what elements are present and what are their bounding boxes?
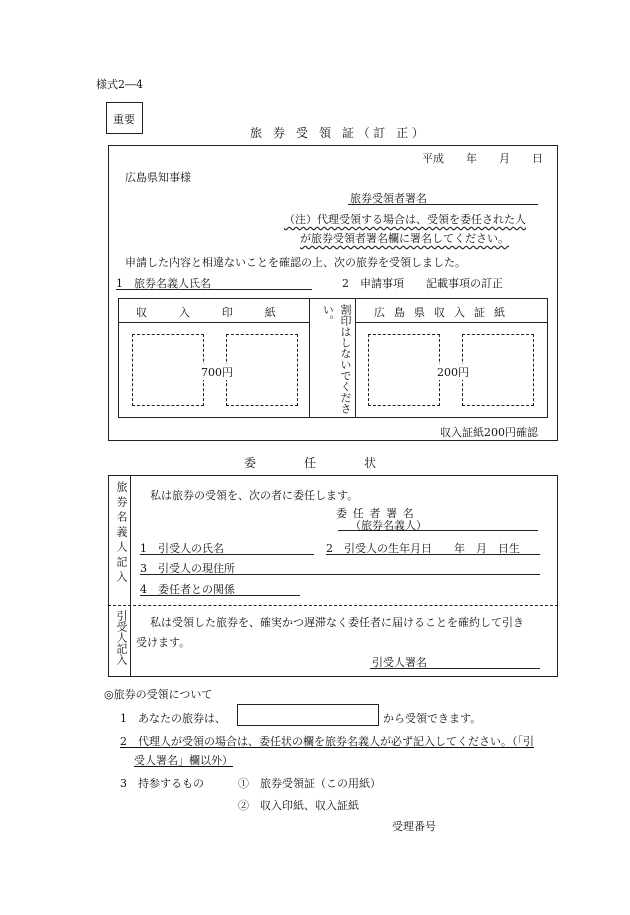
- divider-right: [355, 298, 356, 418]
- delegator-signature-label: 委 任 者 署 名: [336, 507, 415, 520]
- acceptor-name-line: [140, 554, 314, 555]
- cert-amount: 200円: [437, 366, 469, 379]
- stamp-slot-2: [226, 334, 298, 406]
- note-2-line-1: 2 代理人が受領の場合は、委任状の欄を旅券名義人が必ず記入してください。（「引: [120, 735, 534, 748]
- stamp-header-rule: [118, 322, 309, 323]
- form-number: 様式2―4: [96, 78, 143, 91]
- proxy-statement: 私は旅券の受領を、次の者に委任します。: [150, 489, 359, 502]
- cert-slot-1: [368, 334, 440, 406]
- note-2-line-2: 受人署名」欄以外）: [134, 754, 233, 767]
- notes-heading: ◎旅券の受領について: [104, 688, 213, 701]
- acceptor-signature-line: [370, 668, 540, 669]
- important-box: [106, 102, 143, 134]
- cert-header: 広 島 県 収 入 証 紙: [374, 306, 508, 319]
- relationship-line: [140, 595, 300, 596]
- note-line-2: が旅券受領者署名欄に署名してください。: [300, 232, 509, 245]
- stamp-amount: 700円: [201, 366, 233, 379]
- stamp-slot-1: [132, 334, 204, 406]
- field-acceptor-name: 1 引受人の氏名: [140, 542, 224, 555]
- birthdate-line: [326, 554, 540, 555]
- acceptor-signature-label: 引受人署名: [372, 656, 427, 669]
- addressee: 広島県知事様: [125, 171, 191, 184]
- signature-label: 旅券受領者署名: [350, 192, 427, 205]
- delegator-signature-line: [338, 530, 538, 531]
- cert-header-rule: [355, 322, 548, 323]
- seal-note: 割印はしないでください。: [321, 304, 352, 414]
- stamp-header: 収 入 印 紙: [136, 306, 279, 319]
- confirm-note: 収入証紙200円確認: [440, 426, 538, 439]
- note-3-item-1: ① 旅券受領証（この用紙）: [238, 777, 381, 790]
- holder-name-line: [116, 289, 312, 290]
- pledge-line-1: 私は受領した旅券を、確実かつ遅滞なく委任者に届けることを確約して引き: [150, 616, 524, 629]
- note-1-suffix: から受領できます。: [383, 712, 482, 725]
- item-passport-holder: 1 旅券名義人氏名: [116, 277, 211, 290]
- cert-slot-2: [462, 334, 534, 406]
- address-line: [140, 574, 540, 575]
- pledge-line-2: 受けます。: [136, 636, 191, 649]
- receipt-number-label: 受理番号: [392, 820, 436, 833]
- side-label-acceptor: 引受人記入: [115, 610, 128, 665]
- field-relationship: 4 委任者との関係: [140, 583, 235, 596]
- declaration: 申請した内容と相違ないことを確認の上、次の旅券を受領しました。: [125, 256, 466, 269]
- note-1-prefix: 1 あなたの旅券は、: [120, 712, 226, 725]
- pickup-date-field[interactable]: [237, 704, 379, 726]
- field-acceptor-birthdate: 2 引受人の生年月日 年 月 日生: [326, 542, 520, 555]
- note-line-1: （注）代理受領する場合は、受領を委任された人: [284, 213, 526, 226]
- field-acceptor-address: 3 引受人の現住所: [140, 562, 235, 575]
- proxy-section-split: [108, 605, 558, 606]
- date-line: 平成 年 月 日: [422, 152, 543, 165]
- note-3-label: 3 持参するもの: [120, 777, 204, 790]
- note-3-item-2: ② 収入印紙、収入証紙: [238, 799, 359, 812]
- page-title: 旅 券 受 領 証（訂 正）: [250, 126, 428, 140]
- divider-left: [309, 298, 310, 418]
- item-application: 2 申請事項 記載事項の訂正: [342, 277, 503, 290]
- proxy-side-divider: [130, 475, 131, 677]
- important-label: 重要: [113, 113, 135, 126]
- delegator-signature-sub: （旅券名義人）: [350, 519, 427, 532]
- proxy-title: 委 任 状: [244, 456, 377, 470]
- signature-line: [348, 204, 538, 205]
- side-label-holder: 旅券名義人記入: [115, 481, 128, 586]
